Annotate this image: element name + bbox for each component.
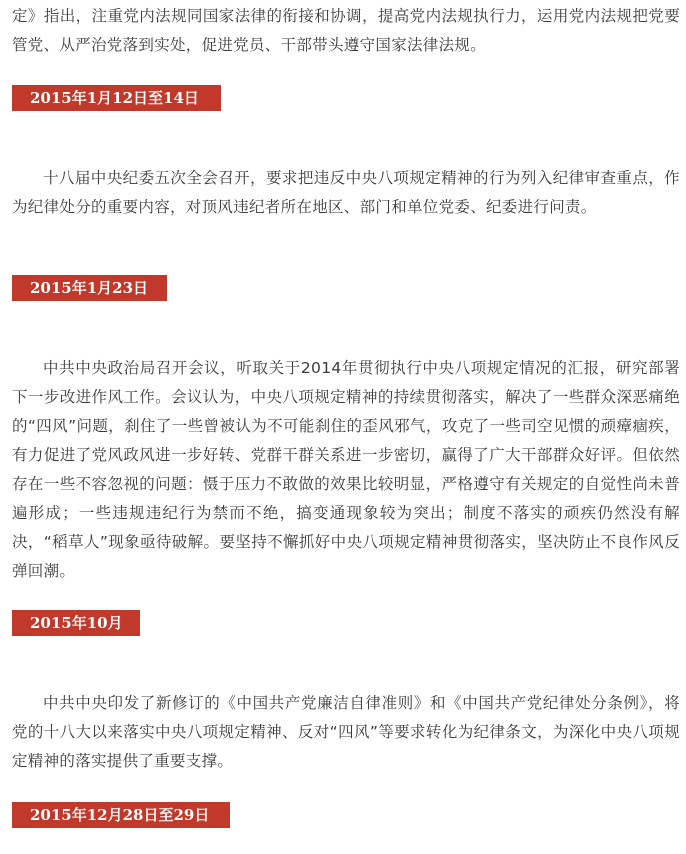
paragraph-2015-01-12: 十八届中央纪委五次全会召开，要求把违反中央八项规定精神的行为列入纪律审查重点，作为纪律处分的重要内容，对顶风违纪者所在地区、部门和单位党委、纪委进行问责。: [12, 169, 680, 216]
date-tag-2015-12-28: 2015年12月28日至29日: [12, 802, 230, 828]
paragraph-2015-01-23: 中共中央政治局召开会议，听取关于2014年贯彻执行中央八项规定情况的汇报，研究部署下一步改进作风工作。会议认为，中央八项规定精神的持续贯彻落实，解决了一些群众深恶痛绝的“四风”问题，刹住了一些曾被认为不可能刹住的歪风邪气，攻克了一些司空见惯的顽瘴痼疾，有力促进了党风政风进一步好转、党群干群关系进一步密切，赢得了广大干部群众好评。但依然存在一些不容忽视的问题：慑于压力不敢做的效果比较明显，严格遵守有关规定的自觉性尚未普遍形成；一些违规违纪行为禁而不绝，搞变通现象较为突出；制度不落实的顽疾仍然没有解决，“稻草人”现象亟待破解。要坚持不懈抓好中央八项规定精神贯彻落实，坚决防止不良作风反弹回潮。: [12, 359, 680, 580]
date-tag-2015-10: 2015年10月: [12, 610, 140, 636]
paragraph-continued: 定》指出，注重党内法规同国家法律的衔接和协调，提高党内法规执行力，运用党内法规把党要管党、从严治党落到实处，促进党员、干部带头遵守国家法律法规。: [12, 7, 680, 54]
paragraph-2015-10: 中共中央印发了新修订的《中国共产党廉洁自律准则》和《中国共产党纪律处分条例》，将党的十八大以来落实中央八项规定精神、反对“四风”等要求转化为纪律条文，为深化中央八项规定精神的落实提供了重要支撑。: [12, 694, 680, 770]
date-tag-2015-01-23: 2015年1月23日: [12, 275, 167, 301]
date-tag-2015-01-12: 2015年1月12日至14日: [12, 85, 221, 111]
